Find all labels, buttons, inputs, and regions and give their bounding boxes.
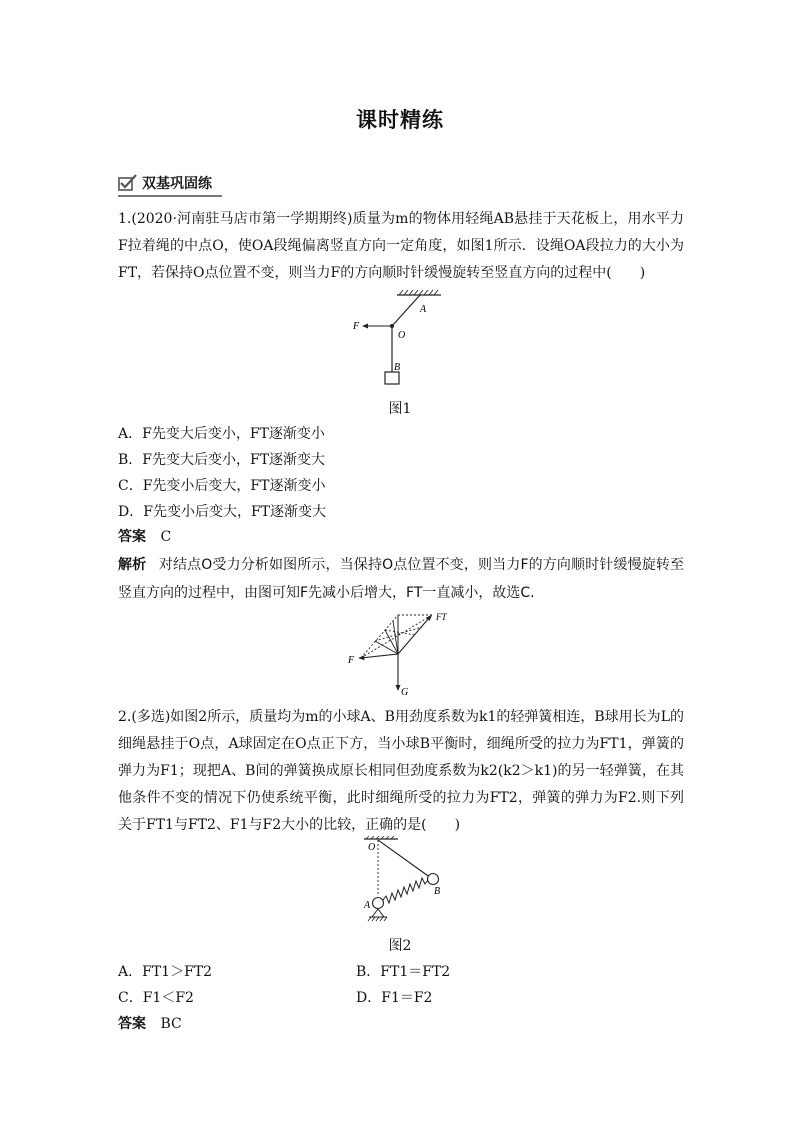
q2-figure-caption: 图2	[388, 938, 412, 954]
q2-option-c: C．F1＜F2	[118, 990, 194, 1006]
q1-fig-label-a: A	[420, 304, 427, 315]
q1-answer-value: C	[160, 529, 172, 545]
q1-answer-label: 答案	[118, 529, 146, 545]
q2-fig-label-o: O	[368, 842, 376, 853]
q2-stem: 2.(多选)如图2所示，质量均为m的小球A、B用劲度系数为k1的轻弹簧相连，B球用长为L的细绳悬挂于O点，A球固定在O点正下方，当小球B平衡时，细绳所受的拉力为FT1，弹簧的弹力为F1；现把A、B间的弹簧换成原长相同但劲度系数为k2(k2＞k1)的另一轻弹簧，在其他条件不变的情况下仍使系统平衡，此时细绳所受的拉力为FT2，弹簧的弹力为F2.则下列关于FT1与FT2、F1与F2大小的比较，正确的是( )	[118, 709, 684, 833]
q2-fig-label-a: A	[364, 900, 371, 911]
q1-option-c: C．F先变小后变大，FT逐渐变小	[118, 478, 326, 494]
q1-answer-row	[118, 524, 171, 550]
q1-fig-label-o: O	[398, 330, 406, 341]
q2-option-a: A．FT1＞FT2	[118, 964, 213, 980]
q1-fig-label-b: B	[394, 362, 401, 373]
q1-option-b: B．F先变大后变小，FT逐渐变大	[118, 452, 326, 468]
q1-figure-caption: 图1	[388, 401, 412, 417]
page-title: 课时精练	[356, 108, 444, 132]
q1-option-d: D．F先变小后变大，FT逐渐变大	[118, 504, 326, 520]
q2-answer-label: 答案	[118, 1016, 146, 1032]
q2-option-d: D．F1＝F2	[356, 990, 433, 1006]
checkbox-check-icon	[118, 174, 138, 192]
q2-answer-value: BC	[160, 1016, 182, 1032]
q2-fig-label-b: B	[434, 886, 441, 897]
q1-analysis-label-f: F	[348, 655, 355, 666]
q1-analysis-label: 解析	[118, 557, 147, 573]
q1-stem: 1.(2020·河南驻马店市第一学期期终)质量为m的物体用轻绳AB悬挂于天花板上，用水平力F拉着绳的中点O，使OA段绳偏离竖直方向一定角度，如图1所示．设绳OA段拉力的大小为FT，若保持O点位置不变，则当力F的方向顺时针缓慢旋转至竖直方向的过程中( )	[118, 211, 684, 281]
q2-option-b: B．FT1＝FT2	[356, 964, 451, 980]
q2-answer-row	[118, 1011, 182, 1037]
q1-figure	[350, 288, 460, 392]
section-header	[118, 172, 212, 194]
q1-option-a: A．F先变大后变小，FT逐渐变小	[118, 426, 325, 442]
q1-analysis-label-ft: FT	[436, 612, 447, 622]
q1-analysis	[118, 551, 684, 607]
q1-analysis-figure	[345, 605, 455, 700]
section-label: 双基巩固练	[142, 176, 212, 192]
section-underline	[118, 195, 222, 197]
q1-analysis-label-g: G	[401, 687, 409, 698]
q1-analysis-text: 对结点O受力分析如图所示，当保持O点位置不变，则当力F的方向顺时针缓慢旋转至竖直方向的过程中，由图可知F先减小后增大，FT一直减小，故选C.	[118, 557, 685, 601]
q2-figure	[360, 836, 450, 928]
q1-fig-label-f: F	[353, 321, 360, 332]
